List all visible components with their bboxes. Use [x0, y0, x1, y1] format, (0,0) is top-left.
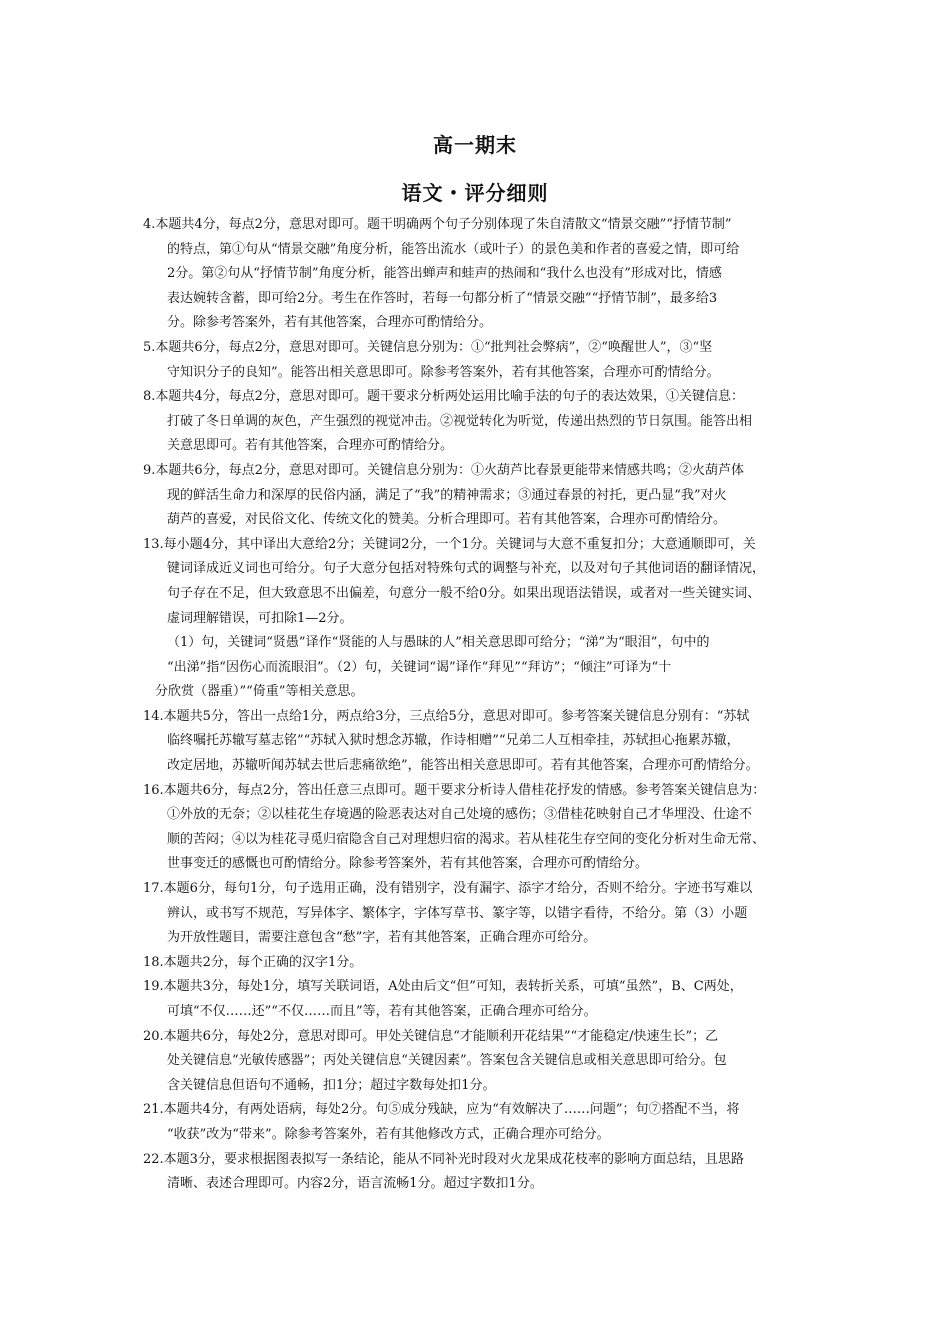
item-line: 的特点，第①句从“情景交融”角度分析，能答出流水（或叶子）的景色美和作者的喜爱之情，即可给: [167, 241, 740, 257]
grading-item: [143, 1025, 811, 1099]
item-line: 16.本题共6分，每点2分，答出任意三点即可。题干要求分析诗人借桂花抒发的情感。参考答案关键信息为：: [143, 782, 766, 798]
item-line: 分。除参考答案外，若有其他答案，合理亦可酌情给分。: [167, 315, 493, 331]
grading-item: [143, 877, 811, 951]
item-line: 9.本题共6分，每点2分，意思对即可。关键信息分别为：①火葫芦比春景更能带来情感共鸣；②火葫芦体: [143, 462, 744, 478]
item-line: 含关键信息但语句不通畅，扣1分；超过字数每处扣1分。: [167, 1077, 496, 1093]
item-line: 表达婉转含蓄，即可给2分。考生在作答时，若每一句都分析了“情景交融”“抒情节制”，最多给3: [167, 290, 718, 306]
item-line: 关意思即可。若有其他答案，合理亦可酌情给分。: [167, 438, 454, 454]
item-line: 打破了冬日单调的灰色，产生强烈的视觉冲击。②视觉转化为听觉，传递出热烈的节日氛围。能答出相: [167, 413, 753, 429]
item-line: 2分。第②句从“抒情节制”角度分析，能答出蝉声和蛙声的热闹和“我什么也没有”形成对比，情感: [167, 266, 722, 282]
item-line: 临终嘱托苏辙写墓志铭”“苏轼入狱时想念苏辙，作诗相赠”“兄弟二人互相牵挂，苏轼担心拖累苏辙，: [167, 733, 740, 749]
item-line: 键词译成近义词也可给分。句子大意分包括对特殊句式的调整与补充，以及对句子其他词语的翻译情况，: [167, 561, 766, 577]
page-title: 高一期末: [433, 133, 517, 157]
item-line: “收获”改为“带来”。除参考答案外，若有其他修改方式，正确合理亦可给分。: [167, 1126, 610, 1142]
grading-item: [143, 951, 811, 976]
item-line: 为开放性题目，需要注意包含“愁”字，若有其他答案，正确合理亦可给分。: [167, 930, 597, 946]
item-line: 22.本题3分，要求根据图表拟写一条结论，能从不同补光时段对火龙果成花枝率的影响方面总结，且思路: [143, 1151, 744, 1167]
item-line: 13.每小题4分，其中译出大意给2分；关键词2分，一个1分。关键词与大意不重复扣分；大意通顺即可，关: [143, 536, 756, 552]
grading-item: [143, 336, 811, 385]
item-line: 句子存在不足，但大致意思不出偏差，句意分一般不给0分。如果出现语法错误，或者对一些关键实词、: [167, 585, 761, 601]
grading-item: [143, 705, 811, 779]
item-line: ①外放的无奈；②以桂花生存境遇的险恶表达对自己处境的感伤；③借桂花映射自己才华埋没、仕途不: [167, 807, 753, 823]
item-line: 顺的苦闷；④以为桂花寻觅归宿隐含自己对理想归宿的渴求。若从桂花生存空间的变化分析对生命无常、: [167, 831, 766, 847]
item-line: 17.本题6分，每句1分，句子选用正确，没有错别字，没有漏字、添字才给分，否则不给分。字迹书写难以: [143, 881, 753, 897]
item-line: 葫芦的喜爱，对民俗文化、传统文化的赞美。分析合理即可。若有其他答案，合理亦可酌情给分。: [167, 512, 727, 528]
grading-item: [143, 213, 811, 336]
item-line: 21.本题共4分，有两处语病，每处2分。句⑤成分残缺，应为“有效解决了……问题”；句⑦搭配不当，将: [143, 1102, 740, 1118]
item-line: 辨认，或书写不规范，写异体字、繁体字，字体写草书、篆字等，以错字看待，不给分。第（3）小题: [167, 905, 748, 921]
item-line: 8.本题共4分，每点2分，意思对即可。题干要求分析两处运用比喻手法的句子的表达效果，①关键信息：: [143, 389, 744, 405]
item-line: 5.本题共6分，每点2分，意思对即可。关键信息分别为：①“批判社会弊病”，②“唤醒世人”，③“坚: [143, 339, 713, 355]
item-line: 现的鲜活生命力和深厚的民俗内涵，满足了“我”的精神需求；③通过春景的衬托，更凸显“我”对火: [167, 487, 727, 503]
grading-item: [143, 533, 811, 705]
item-line: 18.本题共2分，每个正确的汉字1分。: [143, 954, 363, 970]
item-sub-line: 分欣赏（器重）”“倚重”等相关意思。: [155, 684, 364, 700]
item-line: 改定居地，苏辙听闻苏轼去世后悲痛欲绝”，能答出相关意思即可。若有其他答案，合理亦可酌情给分。: [167, 758, 759, 774]
grading-item: [143, 385, 811, 459]
page-subtitle: 语文・评分细则: [401, 181, 549, 205]
item-sub-line: （1）句，关键词“贤愚”译作“贤能的人与愚昧的人”相关意思即可给分；“涕”为“眼泪”，句中的: [167, 635, 710, 651]
item-line: 可填“不仅……还”“不仅……而且”等，若有其他答案，正确合理亦可给分。: [167, 1004, 597, 1019]
item-line: 世事变迁的感慨也可酌情给分。除参考答案外，若有其他答案，合理亦可酌情给分。: [167, 856, 649, 872]
item-line: 清晰、表述合理即可。内容2分，语言流畅1分。超过字数扣1分。: [167, 1176, 543, 1192]
grading-item: [143, 1098, 811, 1147]
grading-item: [143, 459, 811, 533]
item-sub-line: “出涕”指“因伤心而流眼泪”。（2）句，关键词“谒”译作“拜见”“拜访”；“倾注”可译为“十: [167, 659, 672, 675]
item-line: 处关键信息“光敏传感器”；丙处关键信息“关键因素”。答案包含关键信息或相关意思即可给分。包: [167, 1053, 727, 1069]
item-line: 虚词理解错误，可扣除1—2分。: [167, 610, 353, 626]
item-line: 守知识分子的良知”。能答出相关意思即可。除参考答案外，若有其他答案，合理亦可酌情给分。: [167, 364, 720, 380]
item-line: 4.本题共4分，每点2分，意思对即可。题干明确两个句子分别体现了朱自清散文“情景交融”“抒情节制”: [143, 217, 732, 232]
grading-item: [143, 1148, 811, 1197]
grading-item: [143, 975, 811, 1024]
grading-item: [143, 779, 811, 877]
item-line: 19.本题共3分，每处1分，填写关联词语，A处由后文“但”可知，表转折关系，可填“虽然”，B、C两处，: [143, 979, 743, 995]
item-line: 14.本题共5分，答出一点给1分，两点给3分，三点给5分，意思对即可。参考答案关键信息分别有：“苏轼: [143, 708, 750, 724]
grading-items-list: [143, 213, 811, 1197]
item-line: 20.本题共6分，每处2分，意思对即可。甲处关键信息“才能顺利开花结果”“才能稳定/快速生长”；乙: [143, 1028, 719, 1044]
